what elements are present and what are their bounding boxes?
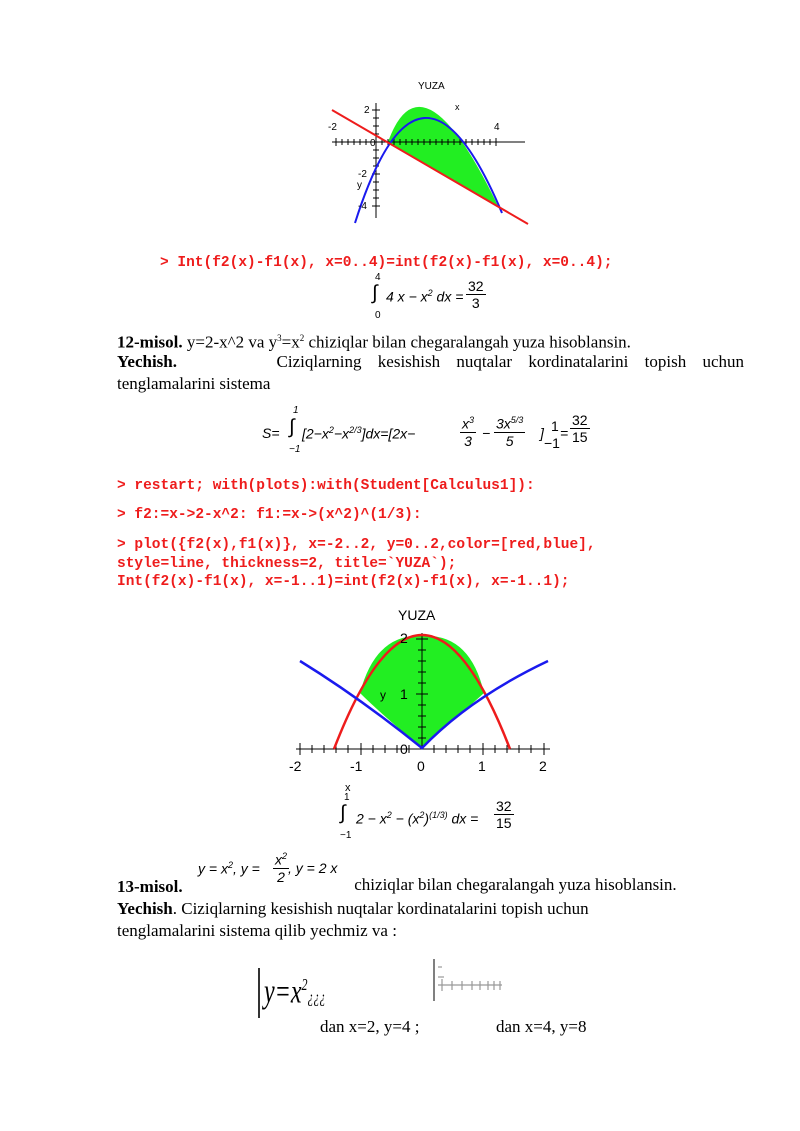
example-12-statement: 12-misol. y=2-x^2 va $y^3=x^2$ chiziqlar bilan chegaralangah yuza hisoblansin. bbox=[117, 332, 631, 352]
plot1-shaded-area bbox=[388, 107, 498, 206]
maple-command-restart: > restart; with(plots):with(Student[Calculus1]): bbox=[117, 478, 535, 494]
example-13-text: chiziqlar bilan chegaralangah yuza hisoblansin. bbox=[350, 875, 677, 894]
plot2-ytick-0: 0 bbox=[400, 741, 408, 757]
plot2-xtick-neg2: -2 bbox=[289, 758, 302, 774]
result-1: dan x=2, y=4 ; bbox=[320, 1017, 420, 1036]
solution-12-label: Yechish. bbox=[117, 352, 177, 371]
plot1-title: YUZA bbox=[418, 81, 445, 92]
system-2-image bbox=[432, 957, 507, 1007]
integral-upper-limit: 4 bbox=[375, 272, 381, 283]
plot2-ytick-2: 2 bbox=[400, 630, 408, 646]
plot-1 bbox=[320, 78, 535, 228]
maple-command-define: > f2:=x->2-x^2: f1:=x->(x^2)^(1/3): bbox=[117, 507, 422, 523]
plot2-xtick-1: 1 bbox=[478, 758, 486, 774]
plot2-xtick-neg1: -1 bbox=[350, 758, 363, 774]
maple-command-int: Int(f2(x)-f1(x), x=-1..1)=int(f2(x)-f1(x), x=-1..1); bbox=[117, 574, 570, 590]
plot1-xtick-neg2: -2 bbox=[328, 122, 337, 133]
solution-12: Yechish. Ciziqlarning kesishish nuqtalar kordinatalarini topish uchun tenglamalarini sistema bbox=[117, 352, 744, 393]
solution-13-line2: tenglamalarini sistema qilib yechmiz va : bbox=[117, 921, 397, 940]
integral-formula-1 bbox=[372, 272, 512, 320]
plot2-ytick-1: 1 bbox=[400, 686, 408, 702]
example-12-label: 12-misol. bbox=[117, 332, 183, 352]
plot1-xtick-4: 4 bbox=[494, 122, 500, 133]
plot2-title: YUZA bbox=[398, 607, 436, 623]
maple-command-plot-cont: style=line, thickness=2, title=`YUZA`); bbox=[117, 556, 457, 572]
plot1-ytick-neg2: -2 bbox=[358, 169, 367, 180]
integral-formula-3: 1 ∫ −1 $2 - x^2 - (x^2)^{(1/3)}$ dx = $\frac{32}{15}$ bbox=[340, 792, 512, 841]
plot2-xlabel: x bbox=[345, 782, 351, 794]
maple-command-plot: > plot({f2(x),f1(x)}, x=-2..2, y=0..2,color=[red,blue], bbox=[117, 537, 596, 553]
plot1-ytick-neg4: -4 bbox=[358, 201, 367, 212]
integral-formula-2: S= 1 ∫ −1 $[2-x^2-x^{2/3}]dx=[2x-$ $\frac{x^3}{3}$ − $\frac{3x^{5/3}}{5}$ ] 1 −1 = $\frac{32}{15}$ bbox=[262, 405, 588, 455]
result-2: dan x=4, y=8 bbox=[496, 1017, 587, 1036]
plot1-ylabel: y bbox=[357, 180, 362, 191]
solution-13-label: Yechish bbox=[117, 899, 173, 918]
integral-sign: ∫ bbox=[372, 282, 378, 304]
plot2-xtick-0: 0 bbox=[417, 758, 425, 774]
system-1-image: $y=x^2¿¿¿$ bbox=[258, 968, 338, 1020]
solution-12-line2: tenglamalarini sistema bbox=[117, 374, 271, 393]
example-13-equations: $y = x^2$, y = $\frac{x^2}{2}$ , y = 2 x bbox=[198, 848, 354, 888]
maple-command-1: > Int(f2(x)-f1(x), x=0..4)=int(f2(x)-f1(x), x=0..4); bbox=[160, 255, 613, 271]
plot1-ytick-2: 2 bbox=[364, 105, 370, 116]
plot2-ylabel: y bbox=[380, 688, 386, 702]
plot2-xtick-2: 2 bbox=[539, 758, 547, 774]
integral-lower-limit: 0 bbox=[375, 310, 381, 321]
plot1-origin-label: 0 bbox=[370, 138, 376, 149]
integrand-1: 4 $x - x^2$ dx = bbox=[386, 288, 464, 305]
example-13-label: 13-misol. bbox=[117, 877, 183, 896]
result-fraction-1: $\frac{32}{3}$ bbox=[468, 278, 484, 311]
solution-13: Yechish. Ciziqlarning kesishish nuqtalar kordinatalarini topish uchun tenglamalarini sistema qilib yechmiz va : bbox=[117, 898, 757, 942]
plot1-xlabel: x bbox=[455, 102, 460, 112]
plot-2 bbox=[280, 603, 570, 798]
